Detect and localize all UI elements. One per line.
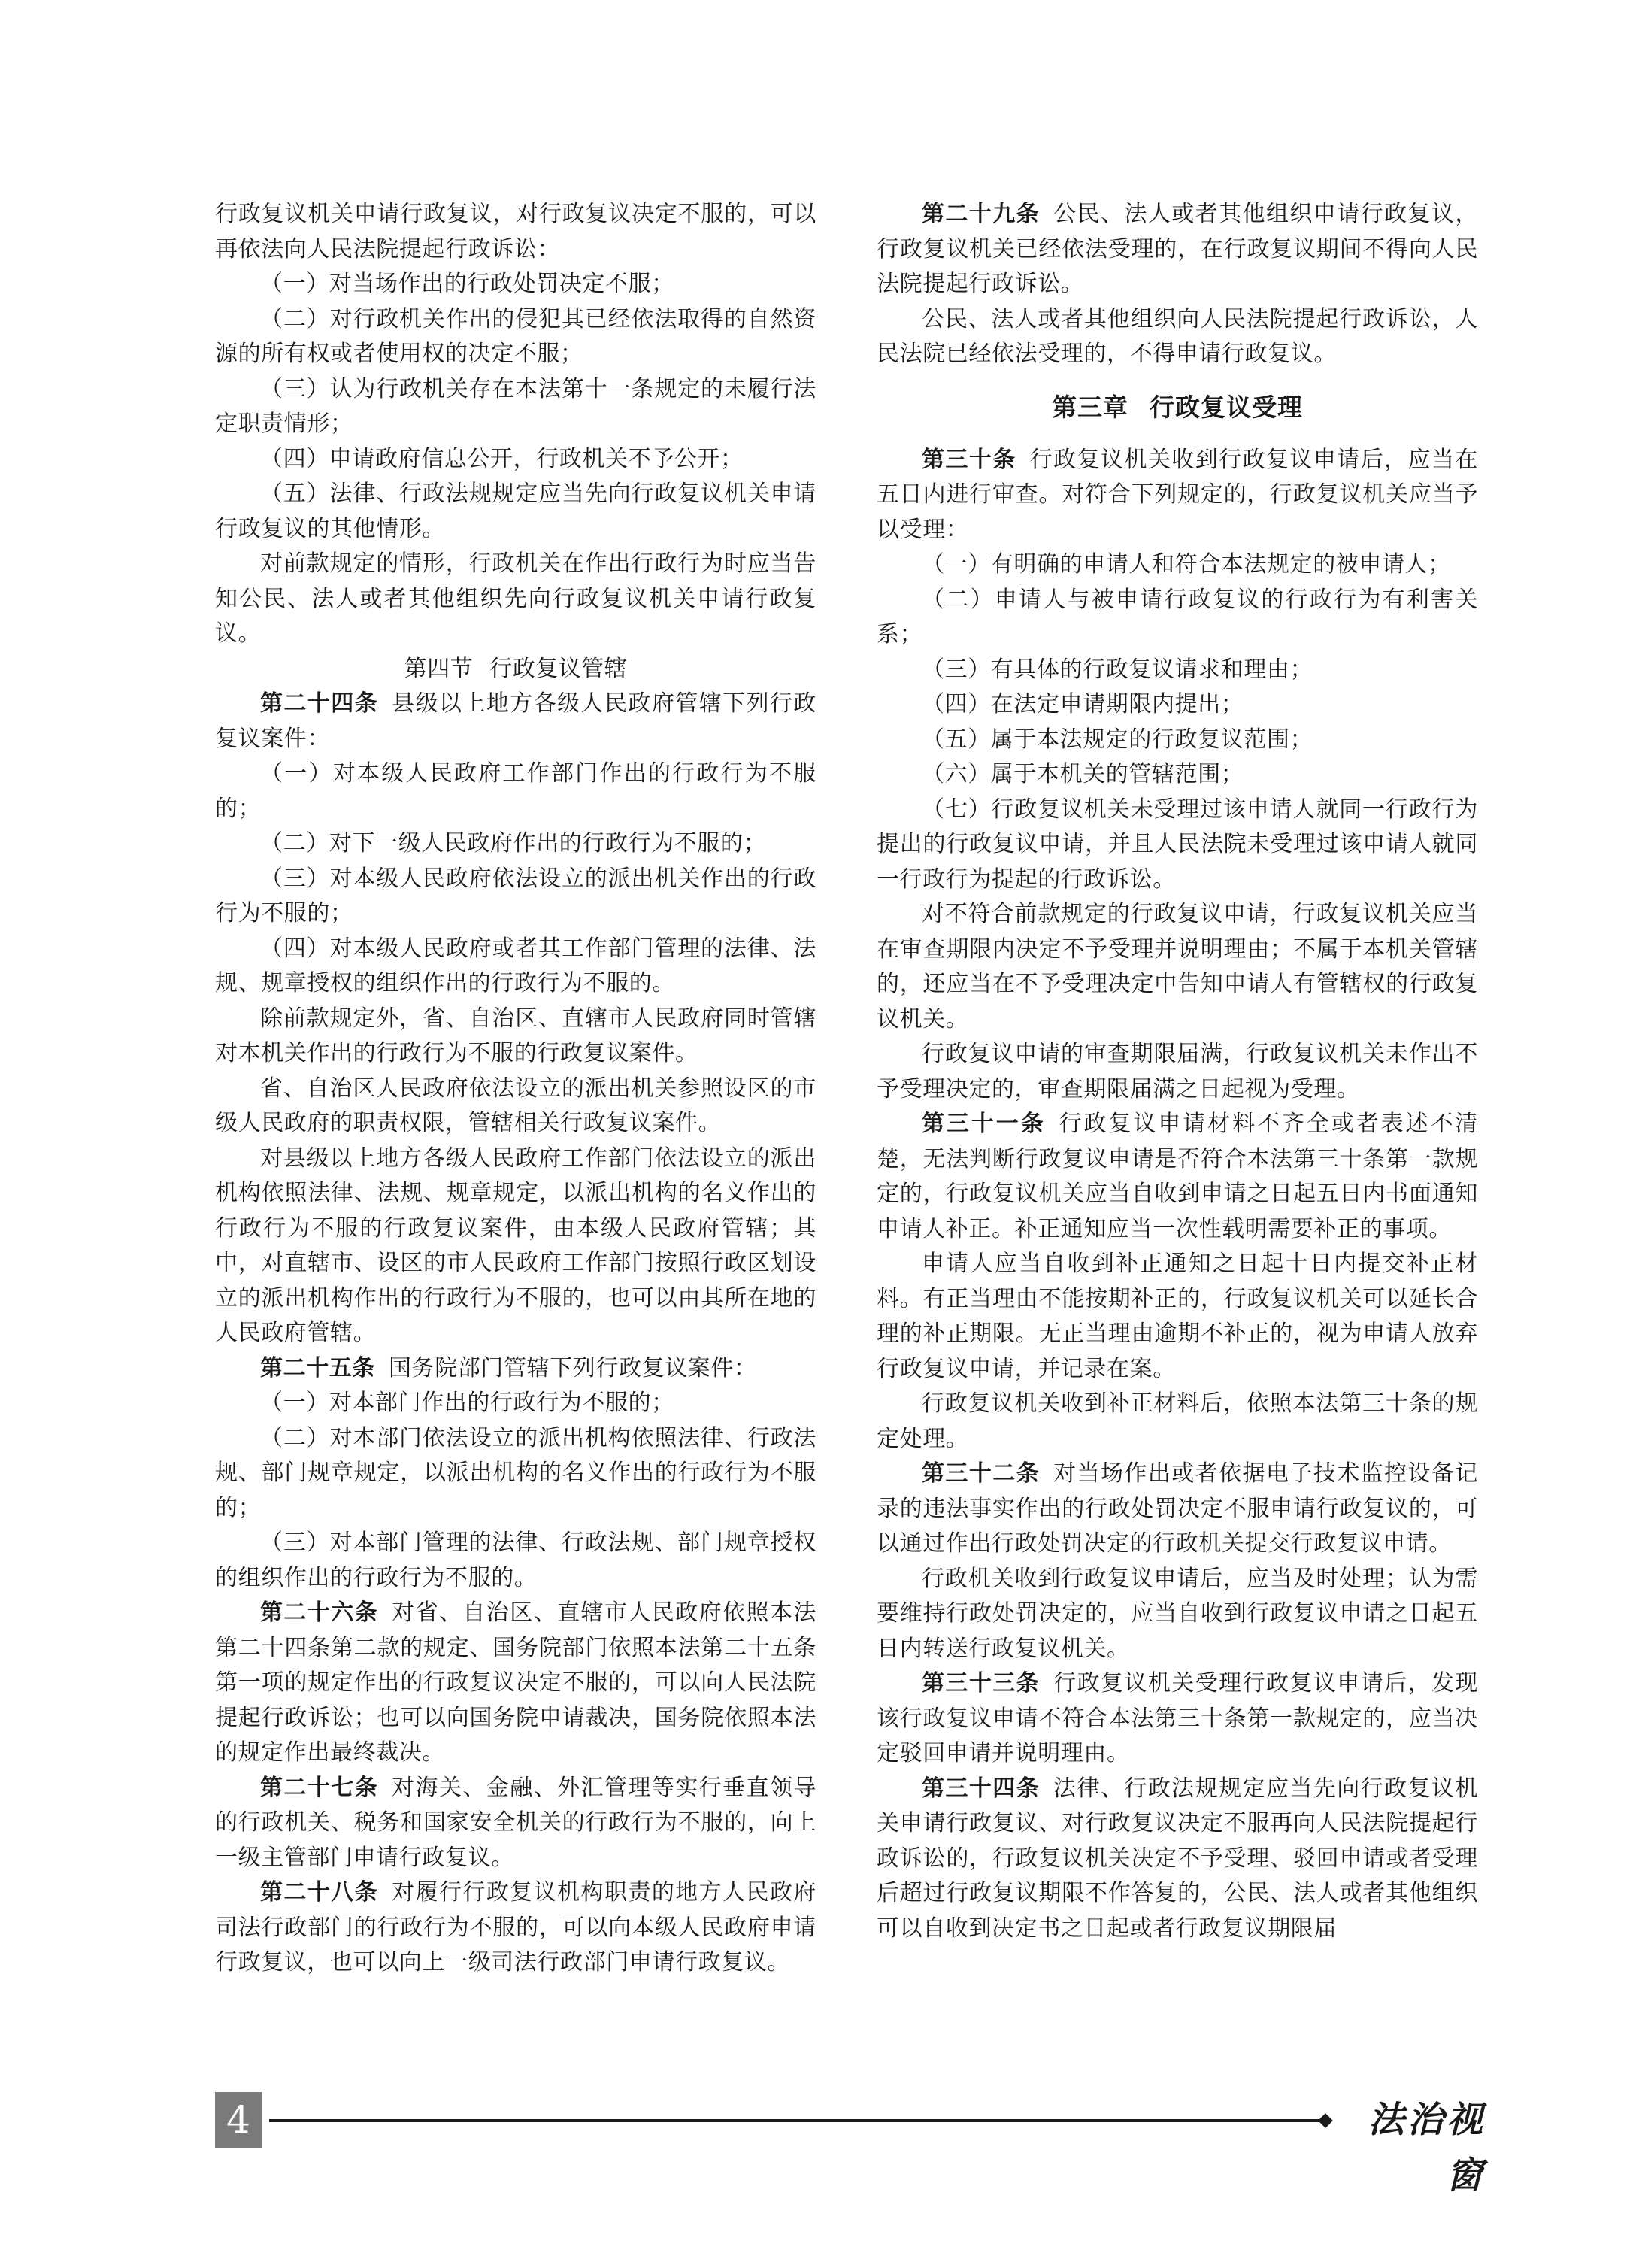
article-paragraph (215, 1771, 816, 1876)
body-paragraph: （六）属于本机关的管辖范围； (922, 761, 1244, 787)
continued-paragraph: 行政复议机关申请行政复议，对行政复议决定不服的，可以再依法向人民法院提起行政诉讼： (215, 201, 816, 262)
body-paragraph: （四）在法定申请期限内提出； (922, 691, 1244, 717)
article-number: 第二十六条 (260, 1599, 379, 1626)
body-paragraph: 省、自治区人民政府依法设立的派出机关参照设区的市级人民政府的职责权限，管辖相关行政复议案件。 (215, 1075, 816, 1136)
article-text: 行政复议申请材料不齐全或者表述不清楚，无法判断行政复议申请是否符合本法第三十条第一款规定的，行政复议机关应当自收到申请之日起五日内书面通知申请人补正。补正通知应当一次性载明需要补正的事项。 (877, 1111, 1479, 1242)
article-text: 行政复议机关收到行政复议申请后，应当在五日内进行审查。对符合下列规定的，行政复议机关应当予以受理： (877, 446, 1478, 543)
article-paragraph (215, 687, 816, 757)
body-paragraph: （五）属于本法规定的行政复议范围； (922, 726, 1313, 753)
article-paragraph (877, 1107, 1478, 1247)
article-paragraph (877, 1457, 1478, 1562)
body-paragraph: （三）有具体的行政复议请求和理由； (922, 656, 1313, 683)
article-text: 法律、行政法规规定应当先向行政复议机关申请行政复议、对行政复议决定不服再向人民法院提起行政诉讼的，行政复议机关决定不予受理、驳回申请或者受理后超过行政复议期限不作答复的，公民、法人或者其他组织可以自收到决定书之日起或者行政复议期限届 (877, 1775, 1478, 1942)
body-paragraph: （一）有明确的申请人和符合本法规定的被申请人； (922, 551, 1451, 578)
body-paragraph: （二）对下一级人民政府作出的行政行为不服的； (260, 830, 767, 857)
section-name: 行政复议管辖 (489, 655, 628, 682)
left-column (215, 197, 816, 1981)
article-number: 第二十九条 (922, 201, 1041, 227)
article-number: 第三十四条 (922, 1775, 1041, 1802)
section-heading (215, 652, 816, 687)
article-text: 对当场作出或者依据电子技术监控设备记录的违法事实作出的行政处罚决定不服申请行政复议的，可以通过作出行政处罚决定的行政机关提交行政复议申请。 (877, 1460, 1478, 1557)
body-paragraph: 申请人应当自收到补正通知之日起十日内提交补正材料。有正当理由不能按期补正的，行政复议机关可以延长合理的补正期限。无正当理由逾期不补正的，视为申请人放弃行政复议申请，并记录在案。 (877, 1251, 1478, 1382)
article-paragraph (215, 1875, 816, 1981)
article-paragraph (215, 1596, 816, 1771)
article-text: 县级以上地方各级人民政府管辖下列行政复议案件： (215, 690, 816, 752)
article-text: 公民、法人或者其他组织申请行政复议，行政复议机关已经依法受理的，在行政复议期间不得向人民法院提起行政诉讼。 (877, 201, 1478, 297)
chapter-name: 行政复议受理 (1150, 392, 1303, 422)
right-column (877, 197, 1478, 1946)
body-paragraph: （三）认为行政机关存在本法第十一条规定的未履行法定职责情形； (215, 375, 816, 437)
section-label: 第四节 (404, 655, 474, 682)
article-paragraph (877, 197, 1478, 302)
article-paragraph (215, 1351, 816, 1387)
article-number: 第二十五条 (260, 1354, 375, 1381)
body-paragraph: 除前款规定外，省、自治区、直辖市人民政府同时管辖对本机关作出的行政行为不服的行政复议案件。 (215, 1005, 816, 1066)
article-number: 第三十条 (922, 446, 1016, 473)
body-paragraph: （一）对当场作出的行政处罚决定不服； (260, 271, 674, 297)
body-paragraph: （一）对本部门作出的行政行为不服的； (260, 1390, 674, 1416)
body-paragraph: （七）行政复议机关未受理过该申请人就同一行政行为提出的行政复议申请，并且人民法院未受理过该申请人就同一行政行为提起的行政诉讼。 (877, 796, 1478, 893)
chapter-heading (877, 389, 1478, 426)
article-number: 第三十一条 (922, 1111, 1046, 1137)
body-paragraph: 行政机关收到行政复议申请后，应当及时处理；认为需要维持行政处罚决定的，应当自收到行政复议申请之日起五日内转送行政复议机关。 (877, 1565, 1478, 1662)
article-paragraph (877, 1772, 1478, 1947)
footer-rule (269, 2119, 1322, 2122)
body-paragraph: （四）申请政府信息公开，行政机关不予公开； (260, 445, 744, 472)
article-text: 对海关、金融、外汇管理等实行垂直领导的行政机关、税务和国家安全机关的行政行为不服的，向上一级主管部门申请行政复议。 (215, 1774, 816, 1871)
article-text: 行政复议机关受理行政复议申请后，发现该行政复议申请不符合本法第三十条第一款规定的，应当决定驳回申请并说明理由。 (877, 1670, 1478, 1766)
body-paragraph: 公民、法人或者其他组织向人民法院提起行政诉讼，人民法院已经依法受理的，不得申请行政复议。 (877, 305, 1478, 367)
body-paragraph: （二）对本部门依法设立的派出机构依照法律、行政法规、部门规章规定，以派出机构的名义作出的行政行为不服的； (215, 1424, 816, 1521)
article-number: 第二十四条 (260, 690, 379, 717)
article-number: 第二十七条 (260, 1774, 379, 1801)
body-paragraph: （四）对本级人民政府或者其工作部门管理的法律、法规、规章授权的组织作出的行政行为不服的。 (215, 935, 816, 996)
body-paragraph: 对前款规定的情形，行政机关在作出行政行为时应当告知公民、法人或者其他组织先向行政复议机关申请行政复议。 (215, 550, 816, 647)
page-number: 4 (215, 2092, 262, 2148)
body-paragraph: （一）对本级人民政府工作部门作出的行政行为不服的； (215, 760, 816, 822)
article-paragraph (877, 443, 1478, 548)
body-paragraph: （二）对行政机关作出的侵犯其已经依法取得的自然资源的所有权或者使用权的决定不服； (215, 305, 816, 367)
body-paragraph: （二）申请人与被申请行政复议的行政行为有利害关系； (877, 586, 1478, 647)
body-paragraph: 行政复议机关收到补正材料后，依照本法第三十条的规定处理。 (877, 1390, 1478, 1452)
article-text: 对省、自治区、直辖市人民政府依照本法第二十四条第二款的规定、国务院部门依照本法第二十五条第一项的规定作出的行政复议决定不服的，可以向人民法院提起行政诉讼；也可以向国务院申请裁决，国务院依照本法的规定作出最终裁决。 (215, 1599, 816, 1766)
body-paragraph: （三）对本级人民政府依法设立的派出机关作出的行政行为不服的； (215, 865, 816, 926)
article-number: 第二十八条 (260, 1879, 379, 1906)
article-number: 第三十二条 (922, 1460, 1041, 1487)
chapter-label: 第三章 (1052, 392, 1128, 422)
magazine-title: 法治视窗 (1368, 2099, 1486, 2197)
body-paragraph: 行政复议申请的审查期限届满，行政复议机关未作出不予受理决定的，审查期限届满之日起视为受理。 (877, 1041, 1478, 1102)
body-paragraph: （三）对本部门管理的法律、行政法规、部门规章授权的组织作出的行政行为不服的。 (215, 1530, 816, 1591)
body-paragraph: （五）法律、行政法规规定应当先向行政复议机关申请行政复议的其他情形。 (215, 481, 816, 542)
article-paragraph (877, 1666, 1478, 1772)
body-paragraph: 对县级以上地方各级人民政府工作部门依法设立的派出机构依照法律、法规、规章规定，以派出机构的名义作出的行政行为不服的行政复议案件，由本级人民政府管辖；其中，对直辖市、设区的市人民政府工作部门按照行政区划设立的派出机构作出的行政行为不服的，也可以由其所在地的人民政府管辖。 (215, 1145, 816, 1346)
article-text: 国务院部门管辖下列行政复议案件： (389, 1354, 757, 1381)
body-paragraph: 对不符合前款规定的行政复议申请，行政复议机关应当在审查期限内决定不予受理并说明理由；不属于本机关管辖的，还应当在不予受理决定中告知申请人有管辖权的行政复议机关。 (877, 901, 1478, 1032)
article-number: 第三十三条 (922, 1670, 1041, 1696)
article-text: 对履行行政复议机构职责的地方人民政府司法行政部门的行政行为不服的，可以向本级人民政府申请行政复议，也可以向上一级司法行政部门申请行政复议。 (215, 1879, 816, 1975)
